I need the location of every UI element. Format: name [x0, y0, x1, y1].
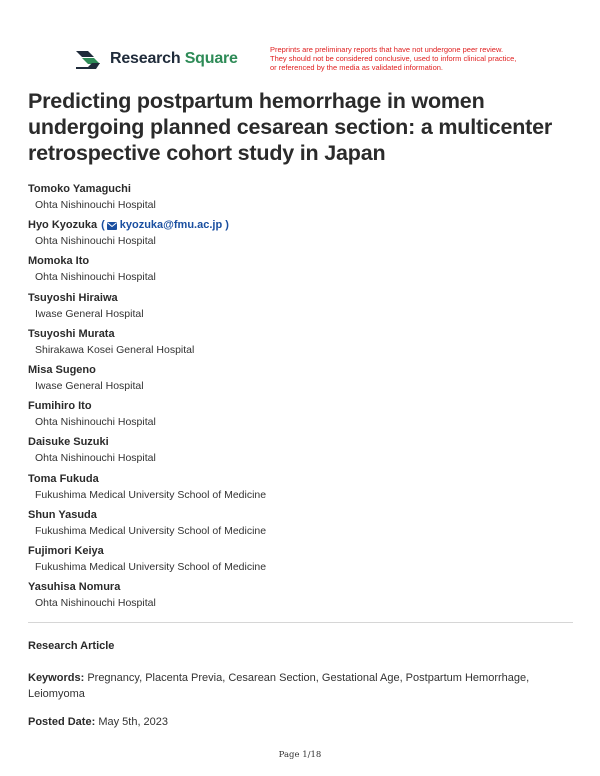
research-square-logo[interactable]	[74, 47, 238, 71]
author-name-row	[28, 217, 568, 234]
author-name: Momoka Ito	[28, 255, 90, 268]
author-name: Misa Sugeno	[28, 363, 96, 376]
article-type: Research Article	[28, 640, 115, 652]
logo-wordmark	[110, 50, 238, 68]
posted-date-block	[28, 716, 168, 728]
keywords-value: Pregnancy, Placenta Previa, Cesarean Section, Gestational Age, Postpartum Hemorrhage, Leiomyoma	[28, 672, 530, 700]
author-entry	[28, 326, 568, 362]
author-name: Toma Fukuda	[28, 472, 99, 485]
notice-line: or referenced by the media as validated information.	[270, 63, 444, 72]
envelope-icon	[107, 222, 117, 230]
author-affiliation: Ohta Nishinouchi Hospital	[35, 597, 156, 610]
author-affiliation: Shirakawa Kosei General Hospital	[35, 343, 195, 356]
logo-word-research: Research	[110, 50, 181, 67]
notice-line: They should not be considered conclusive, used to inform clinical practice,	[270, 54, 517, 63]
keywords-label: Keywords:	[28, 672, 85, 684]
author-name: Daisuke Suzuki	[28, 436, 109, 449]
author-affiliation: Fukushima Medical University School of Medicine	[35, 524, 267, 537]
author-email[interactable]: kyozuka@fmu.ac.jp	[119, 219, 223, 232]
author-affiliation: Ohta Nishinouchi Hospital	[35, 271, 156, 284]
author-affiliation: Fukushima Medical University School of Medicine	[35, 488, 267, 501]
author-entry	[28, 507, 568, 543]
author-name: Hyo Kyozuka	[28, 219, 98, 232]
author-name: Fujimori Keiya	[28, 544, 104, 557]
author-entry	[28, 434, 568, 470]
author-affiliation: Ohta Nishinouchi Hospital	[35, 416, 156, 429]
author-name: Fumihiro Ito	[28, 400, 92, 413]
author-affiliation: Iwase General Hospital	[35, 379, 144, 392]
author-entry	[28, 543, 568, 579]
author-name: Tsuyoshi Hiraiwa	[28, 291, 118, 304]
author-entry	[28, 217, 568, 253]
keywords-block	[28, 670, 573, 702]
research-square-logo-icon	[74, 47, 104, 71]
author-entry	[28, 579, 568, 615]
author-entry	[28, 181, 568, 217]
author-name: Yasuhisa Nomura	[28, 581, 121, 594]
section-divider	[28, 622, 573, 623]
author-affiliation: Ohta Nishinouchi Hospital	[35, 452, 156, 465]
author-entry	[28, 290, 568, 326]
logo-word-square: Square	[184, 50, 238, 67]
author-email-link[interactable]: ( kyozuka@fmu.ac.jp )	[101, 219, 229, 232]
posted-date-value: May 5th, 2023	[98, 716, 169, 728]
author-list	[28, 181, 568, 615]
author-affiliation: Ohta Nishinouchi Hospital	[35, 235, 156, 248]
paper-title: Predicting postpartum hemorrhage in women undergoing planned cesarean section: a multicenter retrospective cohort study in Japan	[28, 89, 553, 165]
author-name: Shun Yasuda	[28, 508, 97, 521]
notice-line: Preprints are preliminary reports that have not undergone peer review.	[270, 45, 504, 54]
author-name: Tsuyoshi Murata	[28, 327, 115, 340]
author-affiliation: Fukushima Medical University School of Medicine	[35, 560, 267, 573]
page-indicator: Page 1/18	[278, 750, 322, 760]
preprint-notice	[270, 45, 570, 72]
author-entry	[28, 471, 568, 507]
author-entry	[28, 398, 568, 434]
author-name: Tomoko Yamaguchi	[28, 183, 131, 195]
author-entry	[28, 362, 568, 398]
author-affiliation: Ohta Nishinouchi Hospital	[35, 199, 156, 211]
author-affiliation: Iwase General Hospital	[35, 307, 144, 320]
author-entry	[28, 253, 568, 289]
posted-date-label: Posted Date:	[28, 716, 96, 728]
